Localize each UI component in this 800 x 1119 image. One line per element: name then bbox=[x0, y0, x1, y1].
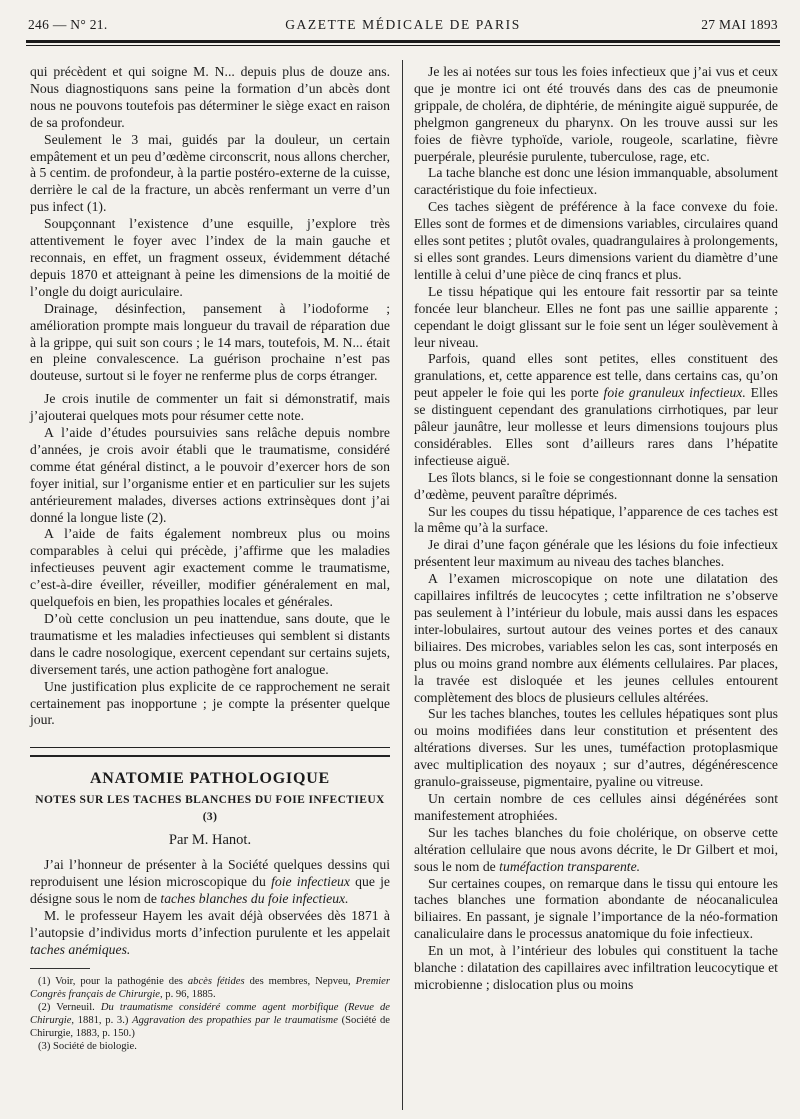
paragraph: Seulement le 3 mai, guidés par la douleur, un certain empâtement et un peu d’œdème circonscrit, nous allons chercher, à 5 centim. de profondeur, à la partie postéro-externe de la cuisse, derrière le cal de la fracture, un abcès renfermant un verre d’un pus infect (1). bbox=[30, 131, 390, 215]
paragraph: A l’examen microscopique on note une dilatation des capillaires infiltrés de leucocytes ; cette infiltration ne s’observe pas seulement à l’intérieur du lobule, mais aussi dans les espaces inter-lobulaires, surtout autour des veines portes et des canaux biliaires. Des microbes, variables selon les cas, sont interposés en plus ou moins grand nombre aux éléments cellulaires. Par places, la travée est disloquée et les jeunes cellules entourent complètement des blocs de plusieurs cellules altérées. bbox=[414, 571, 778, 705]
section-separator bbox=[30, 747, 390, 757]
paragraph: qui précèdent et qui soigne M. N... depuis plus de douze ans. Nous diagnostiquons sans peine la formation d’un abcès dont nous ne pouvons toutefois pas déterminer le siège exact en raison de sa profondeur. bbox=[30, 64, 390, 130]
paragraph: Ces taches siègent de préférence à la face convexe du foie. Elles sont de formes et de dimensions variables, circulaires quand elles sont petites ; plutôt ovales, quadrangulaires à prolongements, si elles sont grandes. Leurs dimensions varient du diamètre d’une lentille à celui d’une pièce de cinq francs et plus. bbox=[414, 199, 778, 282]
issue-date: 27 MAI 1893 bbox=[701, 17, 778, 32]
left-column bbox=[30, 64, 390, 1053]
paragraph: Les îlots blancs, si le foie se congestionnant donne la sensation d’œdème, peuvent paraître déprimés. bbox=[414, 469, 778, 502]
footnote: (1) Voir, pour la pathogénie des abcès fétides des membres, Nepveu, Premier Congrès français de Chirurgie, p. 96, 1885. bbox=[30, 976, 390, 1001]
footnote: (3) Société de biologie. bbox=[38, 1041, 137, 1053]
paragraph: Sur les coupes du tissu hépatique, l’apparence de ces taches est la même qu’à la surface. bbox=[414, 503, 778, 536]
footnotes bbox=[30, 975, 390, 1053]
paragraph: Sur les taches blanches du foie cholérique, on observe cette altération cellulaire que nous avons décrite, le Dr Gilbert et moi, sous le nom de tuméfaction transparente. bbox=[414, 824, 778, 874]
page-header bbox=[28, 14, 778, 36]
paragraph: J’ai l’honneur de présenter à la Société quelques dessins qui reproduisent une lésion microscopique du foie infectieux que je désigne sous le nom de taches blanches du foie infectieux. bbox=[30, 856, 390, 906]
paragraph: Un certain nombre de ces cellules ainsi dégénérées sont manifestement atrophiées. bbox=[414, 790, 778, 823]
paragraph: Sur certaines coupes, on remarque dans le tissu qui entoure les taches blanches une formation abondante de néocanaliculea biliaires. En passant, je signale l’importance de la néo-formation canaliculaire dans le processus anatomique du foie infectieux. bbox=[414, 875, 778, 942]
paragraph: Je crois inutile de commenter un fait si démonstratif, mais j’ajouterai quelques mots pour résumer cette note. bbox=[30, 391, 390, 424]
footnote-rule bbox=[30, 968, 90, 969]
article-author: Par M. Hanot. bbox=[168, 832, 252, 849]
header-rule-thin bbox=[26, 45, 780, 46]
section-title: ANATOMIE PATHOLOGIQUE bbox=[89, 770, 331, 788]
paragraph: En un mot, à l’intérieur des lobules qui constituent la tache blanche : dilatation des capillaires avec infiltration leucocytique et microbienne ; dislocation plus ou moins bbox=[414, 943, 778, 992]
article-footnote-ref: (3) bbox=[202, 811, 218, 824]
journal-title: GAZETTE MÉDICALE DE PARIS bbox=[285, 17, 521, 32]
paragraph: Je dirai d’une façon générale que les lésions du foie infectieux présentent leur maximum au niveau des taches blanches. bbox=[414, 537, 778, 570]
right-column bbox=[414, 64, 778, 994]
paragraph: A l’aide de faits également nombreux plus ou moins comparables à celui qui précède, j’affirme que les maladies infectieuses peuvent agir exactement comme le traumatisme, c’est-à-dire éveiller, réveiller, modifier généralement en mal, quelquefois en bien, les propathies locales et générales. bbox=[30, 526, 390, 610]
paragraph: Je les ai notées sur tous les foies infectieux que j’ai vus et ceux que je montre ici ont été trouvés dans des cas de pneumonie grippale, de choléra, de diphtérie, de méningite aiguë suppurée, de phelgmon gangreneux du pharynx. On les trouve aussi sur les foies de fièvre typhoïde, variole, rougeole, scarlatine, fièvre puerpérale, pleurésie purulente, tuberculose, rage, etc. bbox=[414, 64, 778, 164]
paragraph: Drainage, désinfection, pansement à l’iodoforme ; amélioration prompte mais longueur du travail de réparation due à la grippe, qui suit son cours ; le 14 mars, toutefois, M. N... était en pleine convalescence. La guérison prochaine n’est pas douteuse, surtout si le foyer ne renferme plus de corps étranger. bbox=[30, 300, 390, 384]
paragraph: D’où cette conclusion un peu inattendue, sans doute, que le traumatisme et les maladies infectieuses qui semblent si distants dans le cadre nosologique, exercent cependant sur certains sujets, diversement tarés, une action pathogène fort analogue. bbox=[30, 611, 390, 677]
paragraph: La tache blanche est donc une lésion immanquable, absolument caractéristique du foie infectieux. bbox=[414, 165, 778, 198]
paragraph: Parfois, quand elles sont petites, elles constituent des granulations, et, cette apparence est telle, dans certains cas, qu’on peut appeler le foie qui les porte foie granuleux infectieux. Elles se distinguent cependant des granulations cirrhotiques, par leur pâleur jaunâtre, leur mollesse et leurs dimensions toujours plus considérables. Elles sont d’ailleurs rares dans l’hépatite infectieuse aiguë. bbox=[414, 351, 778, 468]
paragraph: A l’aide d’études poursuivies sans relâche depuis nombre d’années, je crois avoir établi que le traumatisme, considéré comme état général distinct, a le pouvoir d’exercer hors de son foyer initial, sur l’organisme entier et en particulier sur les sujets antérieurement malades, diverses actions extrinsèques dont j’ai donné la longue liste (2). bbox=[30, 425, 390, 525]
article-title-text: NOTES SUR LES TACHES BLANCHES DU FOIE INFECTIEUX bbox=[35, 794, 385, 807]
paragraph: Sur les taches blanches, toutes les cellules hépatiques sont plus ou moins modifiées dans leur constitution et présentent des altérations diverses. Sur les unes, tuméfaction protoplasmique avec multiplication des noyaux ; sur d’autres, dégénérescence granulo-graisseuse, pigmentaire, pyaline ou vitreuse. bbox=[414, 706, 778, 790]
paragraph: M. le professeur Hayem les avait déjà observées dès 1871 à l’autopsie d’individus morts d’infection purulente et les appelait taches anémiques. bbox=[30, 907, 390, 957]
paragraph: Une justification plus explicite de ce rapprochement ne serait certainement pas inopportune ; je compte la présenter quelque jour. bbox=[30, 678, 390, 728]
column-divider bbox=[402, 60, 403, 1110]
paragraph: Le tissu hépatique qui les entoure fait ressortir par sa teinte foncée leur blancheur. Elles ne font pas une saillie apparente ; cependant le doigt glissant sur le foie sent un léger soulèvement à leur niveau. bbox=[414, 283, 778, 350]
article-title bbox=[30, 792, 390, 826]
footnote: (2) Verneuil. Du traumatisme considéré comme agent morbifique (Revue de Chirurgie, 1881, p. 3.) Aggravation des propathies par le traumatisme (Société de Chirurgie, 1883, p. 150.) bbox=[30, 1002, 390, 1040]
header-rule-thick bbox=[26, 40, 780, 43]
page-number: 246 — N° 21. bbox=[28, 17, 108, 32]
paragraph: Soupçonnant l’existence d’une esquille, j’explore très attentivement le foyer avec l’index de la main gauche et reconnais, en effet, un fragment osseux, évidemment détaché depuis 1870 et atteignant à peine les dimensions de la moitié de l’ongle du doigt auriculaire. bbox=[30, 216, 390, 299]
